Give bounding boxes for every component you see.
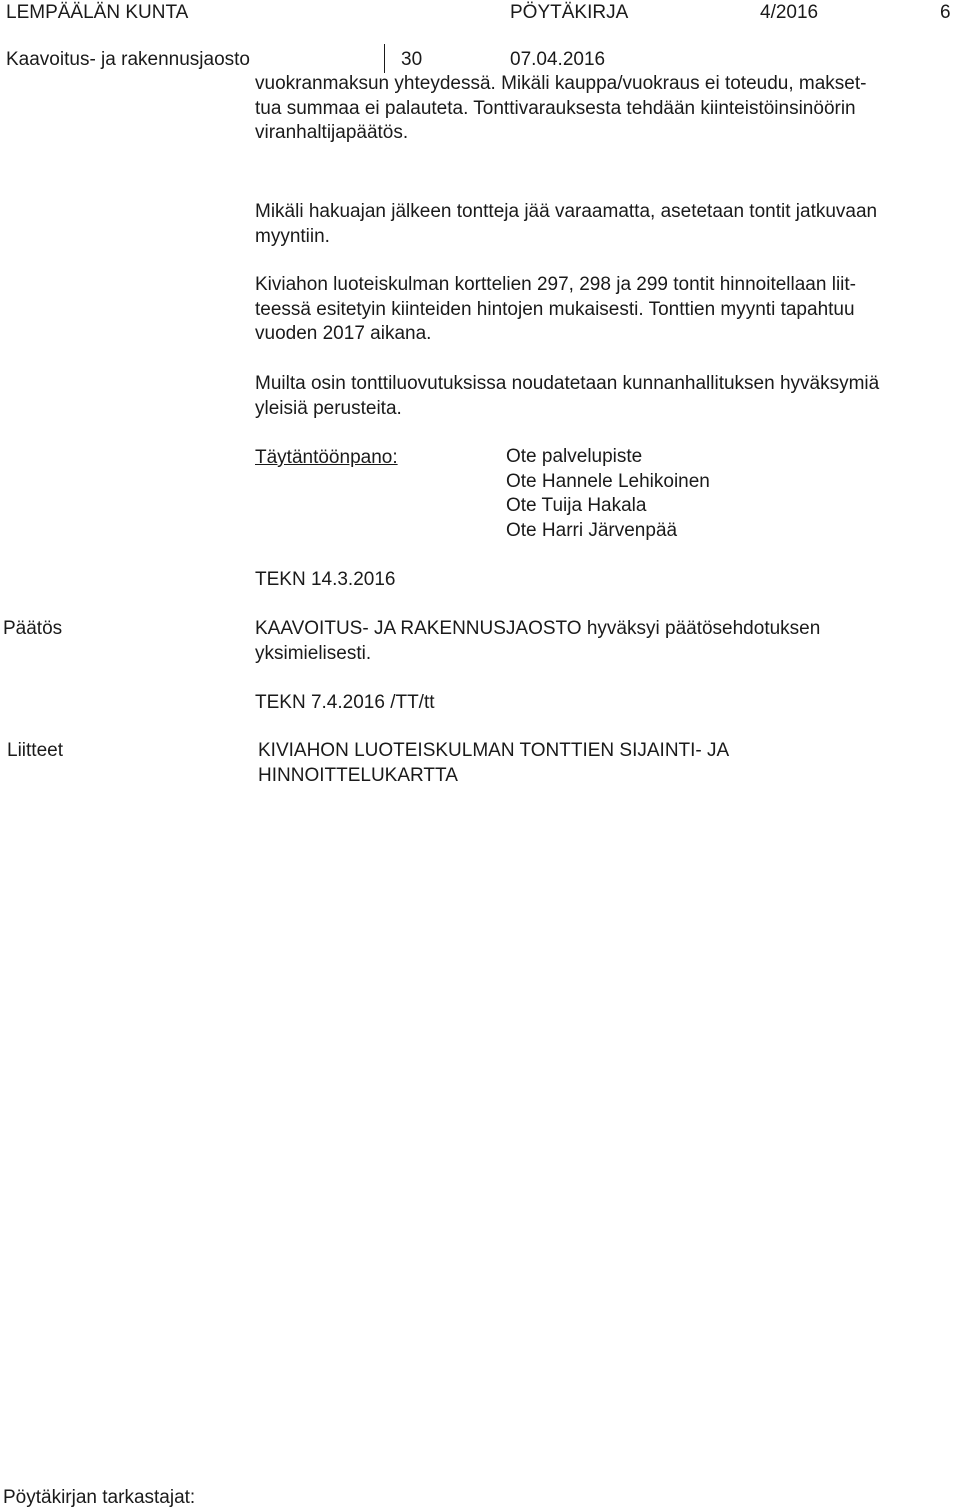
section-number: 30	[401, 49, 423, 70]
minutes-reviewers-label: Pöytäkirjan tarkastajat:	[3, 1487, 196, 1508]
attachments-label: Liitteet	[7, 740, 63, 761]
municipality-name: LEMPÄÄLÄN KUNTA	[6, 2, 189, 23]
header-divider	[384, 44, 385, 73]
decision-label: Päätös	[3, 618, 63, 639]
paragraph-pricing: Kiviahon luoteiskulman korttelien 297, 298 ja 299 tontit hinnoitellaan liit- teessä esitetyin kiinteiden hintojen mukaisesti. Tonttien myynti tapahtuu vuoden 2017 aikana.	[255, 274, 856, 344]
paragraph-general-principles: Muilta osin tonttiluovutuksissa noudatetaan kunnanhallituksen hyväksymiä yleisiä perusteita.	[255, 373, 880, 419]
implementation-label: Täytäntöönpano:	[255, 447, 398, 468]
document-number: 4/2016	[760, 2, 819, 23]
body-name: Kaavoitus- ja rakennusjaosto	[6, 49, 250, 70]
page-number: 6	[940, 2, 951, 23]
paragraph-rental-payment: vuokranmaksun yhteydessä. Mikäli kauppa/vuokraus ei toteudu, makset- tua summaa ei palauteta. Tonttivarauksesta tehdään kiinteistöinsinöörin viranhaltijapäätös.	[255, 73, 867, 143]
implementation-recipients: Ote palvelupiste Ote Hannele Lehikoinen Ote Tuija Hakala Ote Harri Järvenpää	[506, 446, 710, 541]
document-type: PÖYTÄKIRJA	[510, 2, 629, 23]
paragraph-continuous-sale: Mikäli hakuajan jälkeen tontteja jää varaamatta, asetetaan tontit jatkuvaan myyntiin.	[255, 201, 878, 247]
decision-text: KAAVOITUS- JA RAKENNUSJAOSTO hyväksyi päätösehdotuksen yksimielisesti.	[255, 618, 821, 664]
attachments-text: KIVIAHON LUOTEISKULMAN TONTTIEN SIJAINTI- JA HINNOITTELUKARTTA	[258, 740, 730, 786]
decision-signature: TEKN 7.4.2016 /TT/tt	[255, 692, 435, 713]
tekn-previous-signature: TEKN 14.3.2016	[255, 569, 396, 590]
meeting-date: 07.04.2016	[510, 49, 606, 70]
